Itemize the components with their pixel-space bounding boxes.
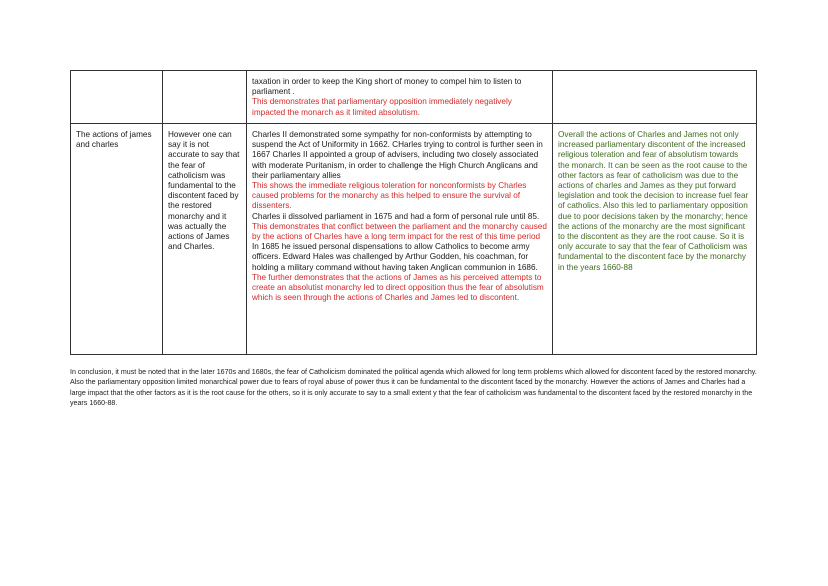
- analysis-text: The further demonstrates that the actions of James as his perceived attempts to create an absolutist monarchy led to direct opposition thus the fear of absolutism which is seen through the actions of Charles and James led to discontent.: [252, 272, 544, 303]
- essay-table: [70, 70, 757, 355]
- judgement-cell: [553, 71, 757, 124]
- judgement-cell: [553, 124, 757, 355]
- judgement-text: Overall the actions of Charles and James not only increased parliamentary discontent of the increased religious toleration and fear of absolutism towards the monarch. It can be seen as the root cause to the other factors as fear of catholicism was due to the actions of charles and James as they put forward legislation and took the decision to increase fuel fear of catholics. Also this led to parliamentary opposition due to poor decisions taken by the monarchy; hence the actions of the monarchy are the most significant to the discontent as they are the root cause. So it is only accurate to say that the fear of Catholicism was fundamental to the discontent face by the monarchy in the years 1660-88: [558, 130, 749, 272]
- mixed-paragraph: [252, 212, 547, 243]
- evidence-cell: [247, 124, 553, 355]
- table-row: [71, 124, 757, 355]
- conclusion-paragraph: In conclusion, it must be noted that in the later 1670s and 1680s, the fear of Catholicism dominated the political agenda which allowed for long term problems which allowed for discontent faced by the restored monarchy. Also the parliamentary opposition limited monarchical power due to fears of royal abuse of power thus it can be fundamental to the discontent faced by the monarchy. However the actions of James and Charles had a large impact that the other factors as it is the root cause for the others, so it is only accurate to say to a small extent y that the fear of catholicism was fundamental to the discontent faced by the restored monarchy in the years 1660-88.: [70, 368, 757, 408]
- evidence-text: Charles II demonstrated some sympathy for non-conformists by attempting to suspend the Act of Uniformity in 1662. CHarles trying to control is further seen in 1667 Charles II appointed a group of advisers, including two closely associated with moderate Puritanism, in order to challenge the High Church Anglicans and their parliamentary allies: [252, 130, 543, 180]
- evidence-text: In 1685 he issued personal dispensations to allow Catholics to become army officers. Edward Hales was challenged by Arthur Godden, his coachman, for holding a military command without having taken Anglican communion in 1686.: [252, 242, 538, 272]
- analysis-text: This demonstrates that parliamentary opposition immediately negatively impacted the monarch as it limited absolutism.: [252, 97, 512, 117]
- evidence-cell: [247, 71, 553, 124]
- theme-text: The actions of james and charles: [76, 130, 152, 150]
- theme-cell: [71, 71, 163, 124]
- counter-cell: [163, 124, 247, 355]
- counter-text: However one can say it is not accurate to say that the fear of catholicism was fundamental to the discontent faced by the restored monarchy and it was actually the actions of James and Charles.: [168, 130, 240, 252]
- counter-cell: [163, 71, 247, 124]
- table-row: [71, 71, 757, 124]
- analysis-text: This demonstrates that conflict between the parliament and the monarchy caused by the actions of Charles have a long term impact for the rest of this time period: [252, 221, 547, 242]
- theme-cell: [71, 124, 163, 355]
- evidence-text: taxation in order to keep the King short of money to compel him to listen to parliament .: [252, 77, 522, 97]
- analysis-text: This shows the immediate religious toleration for nonconformists by Charles caused problems for the monarchy as this helped to ensure the survival of dissenters.: [252, 181, 527, 211]
- evidence-text: Charles ii dissolved parliament in 1675 and had a form of personal rule until 85.: [252, 211, 540, 221]
